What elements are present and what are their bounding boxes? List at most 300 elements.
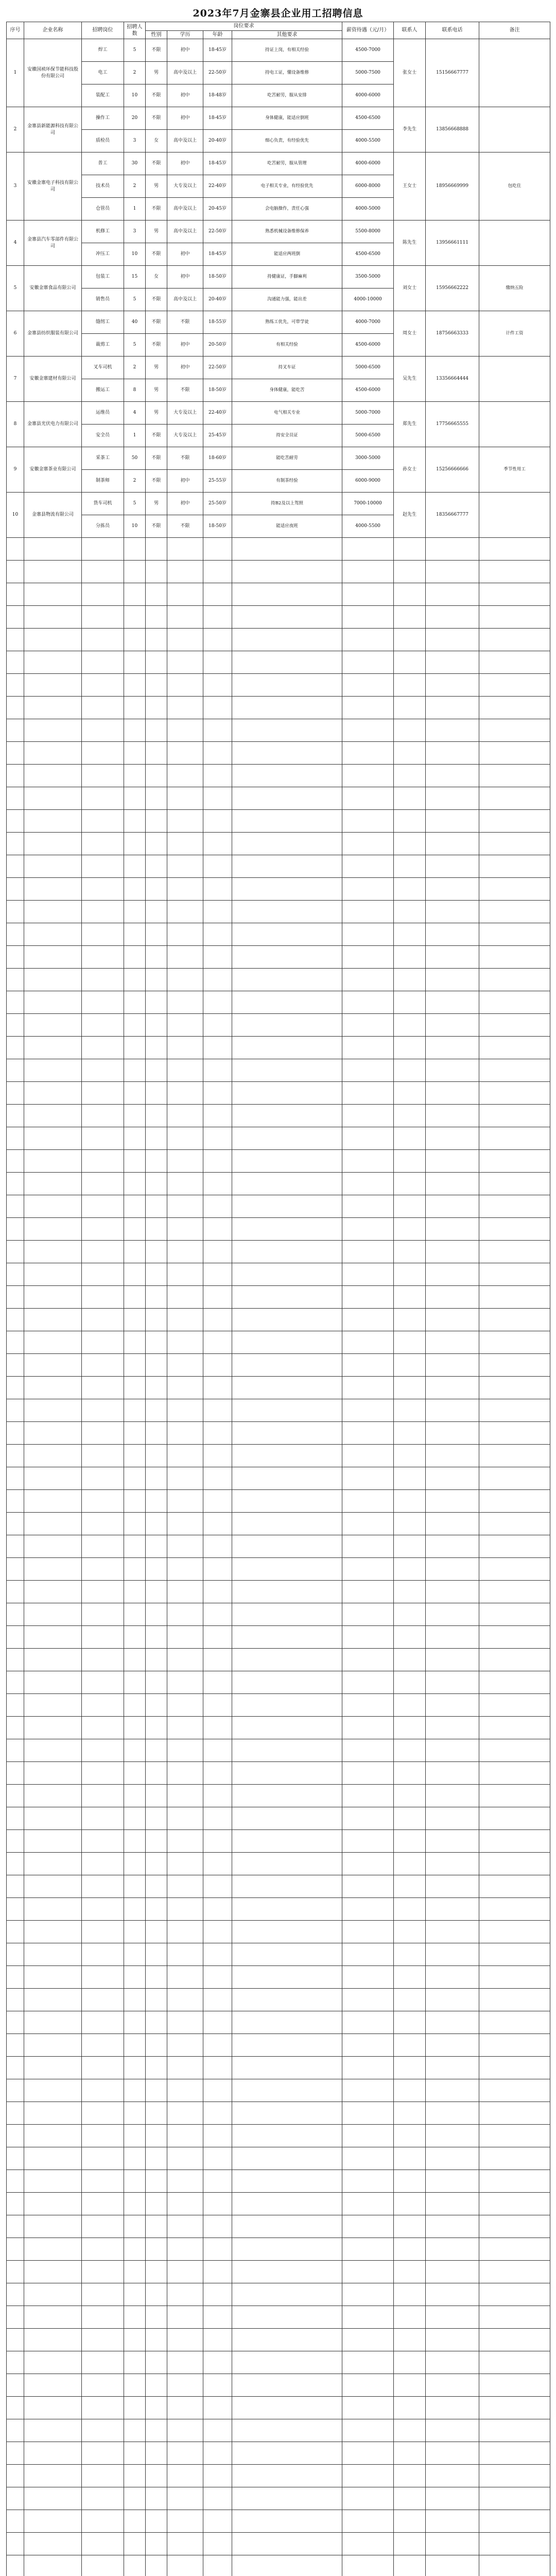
- empty-cell: [394, 855, 426, 878]
- empty-cell: [24, 833, 82, 855]
- empty-cell: [24, 923, 82, 946]
- table-row-empty: [7, 2465, 550, 2487]
- empty-cell: [426, 1671, 479, 1694]
- cell-education: 高中及以上: [167, 221, 203, 243]
- empty-cell: [124, 1309, 146, 1331]
- empty-cell: [24, 1105, 82, 1127]
- empty-cell: [82, 1059, 124, 1082]
- empty-cell: [146, 1853, 167, 1875]
- empty-cell: [203, 1535, 232, 1558]
- empty-cell: [232, 561, 342, 583]
- empty-cell: [203, 1626, 232, 1649]
- cell-education: 高中及以上: [167, 198, 203, 221]
- empty-cell: [394, 810, 426, 833]
- empty-cell: [7, 2034, 24, 2057]
- empty-cell: [82, 765, 124, 787]
- empty-cell: [146, 697, 167, 719]
- empty-cell: [342, 1626, 394, 1649]
- header-education: 学历: [167, 30, 203, 39]
- cell-company: 金寨县物流有限公司: [24, 493, 82, 538]
- empty-cell: [7, 1513, 24, 1535]
- empty-cell: [479, 1875, 550, 1898]
- empty-cell: [426, 583, 479, 606]
- table-row-empty: [7, 833, 550, 855]
- empty-cell: [426, 2261, 479, 2283]
- empty-cell: [7, 1830, 24, 1853]
- empty-cell: [394, 1195, 426, 1218]
- empty-cell: [7, 1717, 24, 1739]
- empty-cell: [82, 1195, 124, 1218]
- empty-cell: [232, 1309, 342, 1331]
- empty-cell: [426, 2510, 479, 2533]
- empty-cell: [146, 2283, 167, 2306]
- empty-cell: [394, 1399, 426, 1422]
- table-row-empty: [7, 583, 550, 606]
- empty-cell: [426, 1739, 479, 1762]
- empty-cell: [394, 833, 426, 855]
- empty-cell: [82, 2147, 124, 2170]
- cell-gender: 不限: [146, 289, 167, 311]
- empty-cell: [7, 2147, 24, 2170]
- empty-cell: [426, 1989, 479, 2011]
- empty-cell: [146, 1263, 167, 1286]
- empty-cell: [7, 1105, 24, 1127]
- empty-cell: [167, 1785, 203, 1807]
- empty-cell: [342, 1671, 394, 1694]
- cell-phone: 15156667777: [426, 39, 479, 107]
- cell-position: 质检员: [82, 130, 124, 152]
- empty-cell: [82, 1921, 124, 1943]
- table-row-empty: [7, 538, 550, 561]
- empty-cell: [146, 1377, 167, 1399]
- empty-cell: [426, 1127, 479, 1150]
- empty-cell: [203, 538, 232, 561]
- empty-cell: [394, 2510, 426, 2533]
- empty-cell: [7, 1354, 24, 1377]
- empty-cell: [342, 1694, 394, 1717]
- empty-cell: [167, 1694, 203, 1717]
- empty-cell: [82, 2170, 124, 2193]
- cell-position: 叉车司机: [82, 357, 124, 379]
- empty-cell: [232, 1739, 342, 1762]
- empty-cell: [7, 2397, 24, 2419]
- cell-salary: 4500-7000: [342, 39, 394, 62]
- empty-cell: [82, 1762, 124, 1785]
- cell-education: 初中: [167, 243, 203, 266]
- empty-cell: [342, 2193, 394, 2215]
- header-remarks: 备注: [479, 22, 550, 39]
- table-row-empty: [7, 1989, 550, 2011]
- empty-cell: [426, 1082, 479, 1105]
- empty-cell: [7, 833, 24, 855]
- cell-other: 细心负责，有经验优先: [232, 130, 342, 152]
- empty-cell: [232, 1513, 342, 1535]
- empty-cell: [479, 2555, 550, 2576]
- empty-cell: [7, 2170, 24, 2193]
- empty-cell: [82, 606, 124, 629]
- empty-cell: [82, 969, 124, 991]
- cell-remarks: [479, 493, 550, 538]
- empty-cell: [203, 1581, 232, 1603]
- table-row-empty: [7, 1875, 550, 1898]
- empty-cell: [82, 1150, 124, 1173]
- empty-cell: [124, 1921, 146, 1943]
- cell-count: 5: [124, 289, 146, 311]
- cell-other: 熟悉机械设备维修保养: [232, 221, 342, 243]
- empty-cell: [7, 674, 24, 697]
- cell-seq: 6: [7, 311, 24, 357]
- empty-cell: [124, 2147, 146, 2170]
- empty-cell: [203, 923, 232, 946]
- empty-cell: [426, 2283, 479, 2306]
- empty-cell: [167, 2533, 203, 2555]
- cell-position: 焊工: [82, 39, 124, 62]
- table-row-empty: [7, 2487, 550, 2510]
- empty-cell: [146, 1218, 167, 1241]
- table-row-empty: [7, 2510, 550, 2533]
- cell-phone: 18356667777: [426, 493, 479, 538]
- empty-cell: [24, 674, 82, 697]
- empty-cell: [232, 2102, 342, 2125]
- empty-cell: [232, 2306, 342, 2329]
- empty-cell: [479, 2419, 550, 2442]
- empty-cell: [24, 991, 82, 1014]
- empty-cell: [167, 2397, 203, 2419]
- empty-cell: [342, 1649, 394, 1671]
- empty-cell: [232, 1331, 342, 1354]
- empty-cell: [82, 2193, 124, 2215]
- cell-salary: 4000-5500: [342, 130, 394, 152]
- empty-cell: [203, 2555, 232, 2576]
- cell-gender: 不限: [146, 515, 167, 538]
- empty-cell: [167, 1853, 203, 1875]
- table-row-empty: [7, 2374, 550, 2397]
- cell-company: 金寨县新能源科技有限公司: [24, 107, 82, 152]
- empty-cell: [7, 1989, 24, 2011]
- table-row-empty: [7, 1785, 550, 1807]
- empty-cell: [426, 651, 479, 674]
- empty-cell: [7, 1309, 24, 1331]
- table-row-empty: [7, 2329, 550, 2351]
- empty-cell: [124, 2487, 146, 2510]
- empty-cell: [82, 2238, 124, 2261]
- empty-cell: [24, 1807, 82, 1830]
- empty-cell: [203, 991, 232, 1014]
- empty-cell: [167, 2374, 203, 2397]
- empty-cell: [24, 1218, 82, 1241]
- cell-education: 高中及以上: [167, 289, 203, 311]
- empty-cell: [7, 1921, 24, 1943]
- empty-cell: [82, 1218, 124, 1241]
- empty-cell: [146, 2238, 167, 2261]
- empty-cell: [232, 1875, 342, 1898]
- empty-cell: [82, 742, 124, 765]
- table-row-empty: [7, 923, 550, 946]
- empty-cell: [7, 991, 24, 1014]
- empty-cell: [124, 1853, 146, 1875]
- empty-cell: [124, 2555, 146, 2576]
- empty-cell: [24, 1739, 82, 1762]
- empty-cell: [24, 1989, 82, 2011]
- empty-cell: [82, 1581, 124, 1603]
- empty-cell: [426, 2011, 479, 2034]
- empty-cell: [7, 2283, 24, 2306]
- empty-cell: [426, 2125, 479, 2147]
- empty-cell: [342, 1173, 394, 1195]
- empty-cell: [124, 2533, 146, 2555]
- table-row-empty: [7, 2533, 550, 2555]
- empty-cell: [167, 833, 203, 855]
- empty-cell: [7, 2329, 24, 2351]
- cell-gender: 不限: [146, 447, 167, 470]
- table-row-empty: [7, 1694, 550, 1717]
- empty-cell: [146, 1059, 167, 1082]
- table-row-empty: [7, 1626, 550, 1649]
- cell-other: 吃苦耐劳，服从管理: [232, 152, 342, 175]
- empty-cell: [82, 787, 124, 810]
- empty-cell: [203, 2329, 232, 2351]
- table-row-empty: [7, 1535, 550, 1558]
- cell-company: 金寨县汽车零部件有限公司: [24, 221, 82, 266]
- cell-position: 缝纫工: [82, 311, 124, 334]
- empty-cell: [146, 2125, 167, 2147]
- empty-cell: [82, 583, 124, 606]
- cell-phone: 13356664444: [426, 357, 479, 402]
- empty-cell: [146, 1558, 167, 1581]
- empty-cell: [479, 810, 550, 833]
- empty-cell: [82, 2283, 124, 2306]
- empty-cell: [146, 1173, 167, 1195]
- empty-cell: [342, 1989, 394, 2011]
- empty-cell: [82, 946, 124, 969]
- cell-company: 安徽金寨电子科技有限公司: [24, 152, 82, 221]
- empty-cell: [82, 1853, 124, 1875]
- empty-cell: [167, 1807, 203, 1830]
- empty-cell: [82, 719, 124, 742]
- empty-cell: [426, 697, 479, 719]
- table-row: [7, 493, 550, 515]
- cell-education: 不限: [167, 311, 203, 334]
- table-row-empty: [7, 1717, 550, 1739]
- empty-cell: [479, 1739, 550, 1762]
- empty-cell: [124, 787, 146, 810]
- cell-gender: 不限: [146, 334, 167, 357]
- empty-cell: [342, 901, 394, 923]
- table-row-empty: [7, 1241, 550, 1263]
- empty-cell: [24, 2374, 82, 2397]
- empty-cell: [394, 1105, 426, 1127]
- empty-cell: [124, 1195, 146, 1218]
- cell-seq: 9: [7, 447, 24, 493]
- empty-cell: [24, 1286, 82, 1309]
- empty-cell: [82, 833, 124, 855]
- cell-salary: 4000-5500: [342, 515, 394, 538]
- empty-cell: [124, 2102, 146, 2125]
- empty-cell: [203, 1649, 232, 1671]
- empty-cell: [232, 1150, 342, 1173]
- empty-cell: [124, 833, 146, 855]
- empty-cell: [167, 969, 203, 991]
- empty-cell: [82, 1263, 124, 1286]
- cell-education: 初中: [167, 39, 203, 62]
- empty-cell: [82, 1422, 124, 1445]
- empty-cell: [342, 855, 394, 878]
- empty-cell: [394, 2057, 426, 2079]
- cell-other: 持安全员证: [232, 425, 342, 447]
- empty-cell: [232, 923, 342, 946]
- empty-cell: [7, 946, 24, 969]
- empty-cell: [82, 2125, 124, 2147]
- empty-cell: [203, 855, 232, 878]
- empty-cell: [146, 2442, 167, 2465]
- empty-cell: [203, 2011, 232, 2034]
- empty-cell: [124, 1263, 146, 1286]
- empty-cell: [167, 1037, 203, 1059]
- jobs-body: [7, 39, 550, 2576]
- empty-cell: [24, 1082, 82, 1105]
- empty-cell: [24, 742, 82, 765]
- cell-phone: 17756665555: [426, 402, 479, 447]
- empty-cell: [394, 742, 426, 765]
- cell-company: 金寨县纺织服装有限公司: [24, 311, 82, 357]
- table-row-empty: [7, 2102, 550, 2125]
- empty-cell: [203, 1241, 232, 1263]
- empty-cell: [203, 1445, 232, 1467]
- empty-cell: [232, 901, 342, 923]
- empty-cell: [124, 2170, 146, 2193]
- empty-cell: [7, 1943, 24, 1966]
- empty-cell: [342, 1127, 394, 1150]
- empty-cell: [203, 787, 232, 810]
- empty-cell: [124, 2419, 146, 2442]
- empty-cell: [479, 1082, 550, 1105]
- empty-cell: [479, 2079, 550, 2102]
- cell-contact: 李先生: [394, 107, 426, 152]
- empty-cell: [7, 1422, 24, 1445]
- empty-cell: [232, 1399, 342, 1422]
- empty-cell: [232, 2533, 342, 2555]
- cell-gender: 男: [146, 62, 167, 84]
- cell-position: 普工: [82, 152, 124, 175]
- empty-cell: [82, 1082, 124, 1105]
- cell-remarks: 包吃住: [479, 152, 550, 221]
- empty-cell: [203, 1422, 232, 1445]
- empty-cell: [82, 1739, 124, 1762]
- empty-cell: [426, 901, 479, 923]
- cell-seq: 7: [7, 357, 24, 402]
- empty-cell: [342, 1241, 394, 1263]
- empty-cell: [232, 1943, 342, 1966]
- empty-cell: [232, 2374, 342, 2397]
- table-row-empty: [7, 2261, 550, 2283]
- empty-cell: [24, 2283, 82, 2306]
- empty-cell: [342, 1490, 394, 1513]
- empty-cell: [124, 2306, 146, 2329]
- empty-cell: [24, 946, 82, 969]
- empty-cell: [24, 2238, 82, 2261]
- empty-cell: [24, 2329, 82, 2351]
- empty-cell: [342, 2283, 394, 2306]
- table-row-empty: [7, 1422, 550, 1445]
- empty-cell: [203, 2147, 232, 2170]
- empty-cell: [232, 674, 342, 697]
- empty-cell: [426, 1241, 479, 1263]
- empty-cell: [479, 1830, 550, 1853]
- empty-cell: [146, 1807, 167, 1830]
- empty-cell: [82, 1875, 124, 1898]
- empty-cell: [24, 2125, 82, 2147]
- empty-cell: [426, 923, 479, 946]
- empty-cell: [146, 1127, 167, 1150]
- empty-cell: [232, 2147, 342, 2170]
- empty-cell: [394, 2397, 426, 2419]
- empty-cell: [203, 583, 232, 606]
- empty-cell: [146, 2510, 167, 2533]
- empty-cell: [232, 1671, 342, 1694]
- empty-cell: [24, 2079, 82, 2102]
- empty-cell: [124, 2261, 146, 2283]
- empty-cell: [426, 674, 479, 697]
- empty-cell: [232, 1082, 342, 1105]
- empty-cell: [82, 2487, 124, 2510]
- empty-cell: [7, 878, 24, 901]
- empty-cell: [394, 1377, 426, 1399]
- header-age: 年龄: [203, 30, 232, 39]
- cell-phone: 13856668888: [426, 107, 479, 152]
- empty-cell: [232, 2057, 342, 2079]
- empty-cell: [479, 1309, 550, 1331]
- empty-cell: [124, 2374, 146, 2397]
- empty-cell: [426, 1467, 479, 1490]
- empty-cell: [394, 2465, 426, 2487]
- cell-other: 持证上岗，有相关经验: [232, 39, 342, 62]
- empty-cell: [82, 651, 124, 674]
- table-row-empty: [7, 697, 550, 719]
- empty-cell: [479, 2283, 550, 2306]
- empty-cell: [426, 991, 479, 1014]
- empty-cell: [24, 583, 82, 606]
- cell-gender: 男: [146, 493, 167, 515]
- empty-cell: [203, 1331, 232, 1354]
- empty-cell: [394, 1558, 426, 1581]
- cell-company: 安徽金寨食品有限公司: [24, 266, 82, 311]
- empty-cell: [232, 2397, 342, 2419]
- table-row-empty: [7, 1354, 550, 1377]
- empty-cell: [479, 1853, 550, 1875]
- empty-cell: [232, 1558, 342, 1581]
- table-row-empty: [7, 2306, 550, 2329]
- empty-cell: [479, 787, 550, 810]
- empty-cell: [232, 2283, 342, 2306]
- empty-cell: [124, 901, 146, 923]
- empty-cell: [479, 629, 550, 651]
- empty-cell: [146, 2306, 167, 2329]
- empty-cell: [7, 1807, 24, 1830]
- empty-cell: [24, 1966, 82, 1989]
- empty-cell: [232, 1490, 342, 1513]
- empty-cell: [124, 1082, 146, 1105]
- empty-cell: [394, 674, 426, 697]
- empty-cell: [24, 2011, 82, 2034]
- empty-cell: [124, 1422, 146, 1445]
- header-seq: 序号: [7, 22, 24, 39]
- empty-cell: [167, 810, 203, 833]
- empty-cell: [7, 2215, 24, 2238]
- table-row-empty: [7, 719, 550, 742]
- empty-cell: [82, 629, 124, 651]
- empty-cell: [479, 1535, 550, 1558]
- empty-cell: [232, 2034, 342, 2057]
